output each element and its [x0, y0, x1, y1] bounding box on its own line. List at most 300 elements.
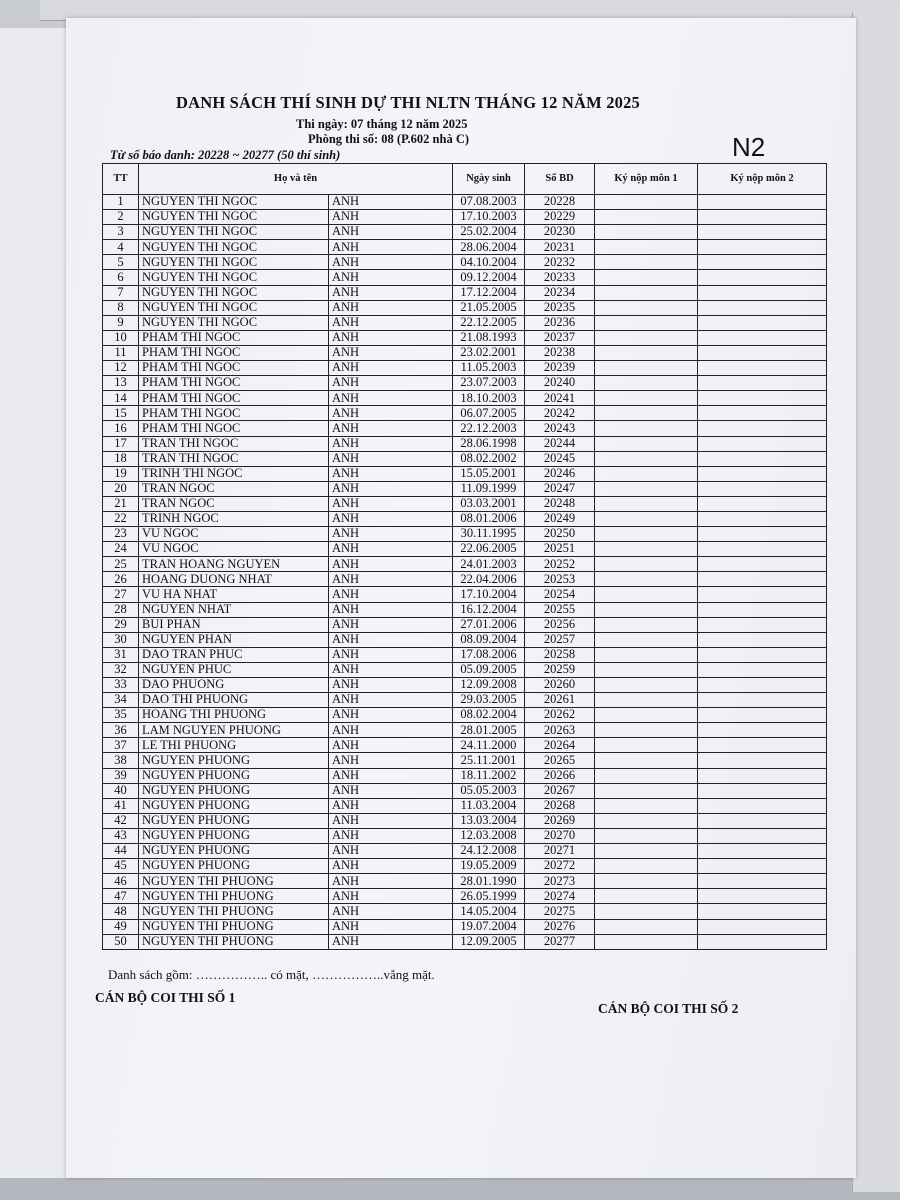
row-sbd: 20276	[525, 919, 595, 934]
row-number: 20	[103, 481, 139, 496]
row-number: 30	[103, 632, 139, 647]
row-sbd: 20275	[525, 904, 595, 919]
row-sign-2	[698, 678, 827, 693]
table-row	[103, 376, 827, 391]
row-first-name: NGUYEN PHUONG	[139, 783, 329, 798]
row-sign-2	[698, 361, 827, 376]
row-number: 46	[103, 874, 139, 889]
table-row	[103, 723, 827, 738]
row-sign-2	[698, 813, 827, 828]
row-dob: 12.09.2005	[453, 934, 525, 949]
table-row	[103, 195, 827, 210]
row-sign-2	[698, 240, 827, 255]
table-row	[103, 783, 827, 798]
row-dob: 22.12.2003	[453, 421, 525, 436]
row-first-name: DAO PHUONG	[139, 678, 329, 693]
row-number: 36	[103, 723, 139, 738]
row-sign-1	[595, 496, 698, 511]
row-dob: 22.04.2006	[453, 572, 525, 587]
row-sbd: 20233	[525, 270, 595, 285]
row-first-name: LAM NGUYEN PHUONG	[139, 723, 329, 738]
row-last-name: ANH	[329, 527, 453, 542]
row-number: 33	[103, 678, 139, 693]
row-number: 16	[103, 421, 139, 436]
row-sign-1	[595, 210, 698, 225]
row-sign-1	[595, 391, 698, 406]
row-first-name: PHAM THI NGOC	[139, 406, 329, 421]
row-last-name: ANH	[329, 662, 453, 677]
table-row	[103, 330, 827, 345]
row-first-name: NGUYEN THI NGOC	[139, 210, 329, 225]
row-dob: 26.05.1999	[453, 889, 525, 904]
row-sign-1	[595, 225, 698, 240]
row-sign-1	[595, 753, 698, 768]
row-first-name: NGUYEN PHUONG	[139, 859, 329, 874]
row-sbd: 20266	[525, 768, 595, 783]
table-row	[103, 391, 827, 406]
table-row	[103, 632, 827, 647]
row-dob: 30.11.1995	[453, 527, 525, 542]
row-sign-2	[698, 481, 827, 496]
row-sign-2	[698, 723, 827, 738]
table-row	[103, 874, 827, 889]
row-number: 25	[103, 557, 139, 572]
row-sign-2	[698, 300, 827, 315]
row-sign-2	[698, 647, 827, 662]
table-row	[103, 436, 827, 451]
row-sbd: 20228	[525, 195, 595, 210]
table-row	[103, 361, 827, 376]
row-dob: 03.03.2001	[453, 496, 525, 511]
row-sbd: 20258	[525, 647, 595, 662]
row-dob: 17.10.2004	[453, 587, 525, 602]
table-row	[103, 466, 827, 481]
row-first-name: NGUYEN THI NGOC	[139, 285, 329, 300]
row-first-name: NGUYEN THI PHUONG	[139, 874, 329, 889]
row-sign-2	[698, 919, 827, 934]
row-last-name: ANH	[329, 859, 453, 874]
row-dob: 16.12.2004	[453, 602, 525, 617]
row-last-name: ANH	[329, 376, 453, 391]
row-first-name: NGUYEN THI PHUONG	[139, 889, 329, 904]
candidate-table	[102, 163, 827, 950]
row-number: 29	[103, 617, 139, 632]
row-last-name: ANH	[329, 693, 453, 708]
table-row	[103, 768, 827, 783]
row-last-name: ANH	[329, 798, 453, 813]
row-last-name: ANH	[329, 768, 453, 783]
row-sign-2	[698, 436, 827, 451]
row-sign-1	[595, 919, 698, 934]
row-sign-2	[698, 557, 827, 572]
row-sbd: 20248	[525, 496, 595, 511]
row-sbd: 20235	[525, 300, 595, 315]
row-dob: 22.06.2005	[453, 542, 525, 557]
table-row	[103, 421, 827, 436]
row-sbd: 20244	[525, 436, 595, 451]
row-first-name: DAO THI PHUONG	[139, 693, 329, 708]
row-number: 4	[103, 240, 139, 255]
row-last-name: ANH	[329, 421, 453, 436]
table-row	[103, 345, 827, 360]
table-row	[103, 240, 827, 255]
header-sign2: Ký nộp môn 2	[698, 164, 827, 195]
row-number: 10	[103, 330, 139, 345]
table-row	[103, 693, 827, 708]
row-dob: 17.10.2003	[453, 210, 525, 225]
row-sign-1	[595, 678, 698, 693]
table-row	[103, 572, 827, 587]
table-row	[103, 647, 827, 662]
table-body	[103, 195, 827, 950]
row-last-name: ANH	[329, 542, 453, 557]
row-sign-2	[698, 889, 827, 904]
row-sbd: 20236	[525, 315, 595, 330]
row-number: 18	[103, 451, 139, 466]
row-sign-2	[698, 572, 827, 587]
adjacent-sheet-right	[852, 12, 900, 1192]
row-sign-1	[595, 240, 698, 255]
row-last-name: ANH	[329, 617, 453, 632]
row-sbd: 20232	[525, 255, 595, 270]
row-first-name: NGUYEN PHUONG	[139, 768, 329, 783]
table-row	[103, 225, 827, 240]
row-sign-2	[698, 376, 827, 391]
table-row	[103, 496, 827, 511]
candidate-range: Từ số báo danh: 20228 ~ 20277 (50 thí sinh)	[110, 148, 341, 162]
row-sbd: 20252	[525, 557, 595, 572]
row-number: 8	[103, 300, 139, 315]
row-sign-2	[698, 527, 827, 542]
row-last-name: ANH	[329, 240, 453, 255]
row-dob: 06.07.2005	[453, 406, 525, 421]
sheet-code: N2	[732, 132, 766, 162]
row-sign-2	[698, 662, 827, 677]
table-row	[103, 662, 827, 677]
row-dob: 28.06.2004	[453, 240, 525, 255]
table-row	[103, 255, 827, 270]
row-sbd: 20267	[525, 783, 595, 798]
row-sign-1	[595, 859, 698, 874]
row-number: 12	[103, 361, 139, 376]
table-row	[103, 813, 827, 828]
row-dob: 13.03.2004	[453, 813, 525, 828]
row-first-name: PHAM THI NGOC	[139, 376, 329, 391]
row-dob: 27.01.2006	[453, 617, 525, 632]
table-row	[103, 451, 827, 466]
row-last-name: ANH	[329, 632, 453, 647]
row-number: 38	[103, 753, 139, 768]
row-last-name: ANH	[329, 934, 453, 949]
row-sign-1	[595, 768, 698, 783]
row-sign-1	[595, 345, 698, 360]
row-last-name: ANH	[329, 889, 453, 904]
row-sign-2	[698, 904, 827, 919]
row-sign-2	[698, 828, 827, 843]
table-row	[103, 557, 827, 572]
header-dob: Ngày sinh	[453, 164, 525, 195]
proctor-2-label: CÁN BỘ COI THI SỐ 2	[598, 1001, 739, 1016]
row-first-name: NGUYEN PHUONG	[139, 828, 329, 843]
row-sign-1	[595, 587, 698, 602]
table-header-row	[103, 164, 827, 195]
row-dob: 05.09.2005	[453, 662, 525, 677]
row-last-name: ANH	[329, 813, 453, 828]
row-sbd: 20234	[525, 285, 595, 300]
row-sbd: 20268	[525, 798, 595, 813]
header-tt: TT	[103, 164, 139, 195]
row-sign-2	[698, 768, 827, 783]
row-first-name: PHAM THI NGOC	[139, 421, 329, 436]
row-sbd: 20265	[525, 753, 595, 768]
document-title: DANH SÁCH THÍ SINH DỰ THI NLTN THÁNG 12 NĂM 2025	[175, 93, 641, 112]
row-sign-1	[595, 844, 698, 859]
row-last-name: ANH	[329, 904, 453, 919]
row-last-name: ANH	[329, 647, 453, 662]
row-number: 14	[103, 391, 139, 406]
row-sign-1	[595, 889, 698, 904]
table-row	[103, 934, 827, 949]
row-sign-2	[698, 466, 827, 481]
row-sign-1	[595, 511, 698, 526]
row-last-name: ANH	[329, 225, 453, 240]
table-row	[103, 542, 827, 557]
row-number: 6	[103, 270, 139, 285]
table-row	[103, 587, 827, 602]
row-number: 32	[103, 662, 139, 677]
row-number: 44	[103, 844, 139, 859]
row-sign-2	[698, 844, 827, 859]
row-first-name: NGUYEN PHUONG	[139, 813, 329, 828]
row-number: 13	[103, 376, 139, 391]
exam-date: Thi ngày: 07 tháng 12 năm 2025	[296, 117, 468, 131]
row-dob: 23.02.2001	[453, 345, 525, 360]
row-first-name: NGUYEN PHUONG	[139, 798, 329, 813]
table-row	[103, 889, 827, 904]
row-sign-2	[698, 934, 827, 949]
row-sign-2	[698, 315, 827, 330]
row-sbd: 20264	[525, 738, 595, 753]
header-sign1: Ký nộp môn 1	[595, 164, 698, 195]
row-number: 40	[103, 783, 139, 798]
row-last-name: ANH	[329, 587, 453, 602]
row-sign-1	[595, 542, 698, 557]
row-sbd: 20240	[525, 376, 595, 391]
row-sign-1	[595, 934, 698, 949]
row-number: 45	[103, 859, 139, 874]
row-sbd: 20242	[525, 406, 595, 421]
row-sbd: 20269	[525, 813, 595, 828]
row-first-name: VU NGOC	[139, 542, 329, 557]
row-dob: 21.05.2005	[453, 300, 525, 315]
row-dob: 24.11.2000	[453, 738, 525, 753]
row-sign-1	[595, 602, 698, 617]
table-row	[103, 738, 827, 753]
row-number: 11	[103, 345, 139, 360]
row-number: 27	[103, 587, 139, 602]
row-sign-2	[698, 783, 827, 798]
row-dob: 09.12.2004	[453, 270, 525, 285]
row-sbd: 20260	[525, 678, 595, 693]
row-dob: 07.08.2003	[453, 195, 525, 210]
row-last-name: ANH	[329, 466, 453, 481]
table-row	[103, 315, 827, 330]
row-sign-1	[595, 300, 698, 315]
row-number: 15	[103, 406, 139, 421]
row-sign-2	[698, 542, 827, 557]
proctor-1-label: CÁN BỘ COI THI SỐ 1	[95, 990, 236, 1005]
row-sbd: 20261	[525, 693, 595, 708]
row-sbd: 20241	[525, 391, 595, 406]
row-sign-2	[698, 859, 827, 874]
row-sign-1	[595, 421, 698, 436]
row-last-name: ANH	[329, 602, 453, 617]
row-first-name: PHAM THI NGOC	[139, 361, 329, 376]
table-row	[103, 270, 827, 285]
row-sign-2	[698, 406, 827, 421]
row-dob: 23.07.2003	[453, 376, 525, 391]
row-last-name: ANH	[329, 678, 453, 693]
row-sign-1	[595, 270, 698, 285]
row-last-name: ANH	[329, 361, 453, 376]
row-last-name: ANH	[329, 285, 453, 300]
row-number: 21	[103, 496, 139, 511]
row-sign-2	[698, 345, 827, 360]
row-sbd: 20237	[525, 330, 595, 345]
row-number: 5	[103, 255, 139, 270]
row-last-name: ANH	[329, 451, 453, 466]
row-number: 39	[103, 768, 139, 783]
attendance-summary: Danh sách gồm: …………….. có mặt, ……………..vắng mặt.	[108, 967, 435, 982]
row-last-name: ANH	[329, 572, 453, 587]
row-last-name: ANH	[329, 270, 453, 285]
row-number: 22	[103, 511, 139, 526]
row-last-name: ANH	[329, 406, 453, 421]
row-sign-1	[595, 738, 698, 753]
table-row	[103, 300, 827, 315]
row-sbd: 20270	[525, 828, 595, 843]
row-first-name: PHAM THI NGOC	[139, 391, 329, 406]
row-dob: 18.10.2003	[453, 391, 525, 406]
row-first-name: NGUYEN PHUONG	[139, 753, 329, 768]
row-last-name: ANH	[329, 783, 453, 798]
row-dob: 28.06.1998	[453, 436, 525, 451]
row-sbd: 20247	[525, 481, 595, 496]
table-row	[103, 859, 827, 874]
row-dob: 11.05.2003	[453, 361, 525, 376]
row-sign-1	[595, 828, 698, 843]
row-last-name: ANH	[329, 844, 453, 859]
row-first-name: TRAN THI NGOC	[139, 451, 329, 466]
row-sign-1	[595, 255, 698, 270]
row-sign-2	[698, 874, 827, 889]
row-sign-2	[698, 587, 827, 602]
row-sbd: 20263	[525, 723, 595, 738]
row-sign-1	[595, 285, 698, 300]
row-sbd: 20271	[525, 844, 595, 859]
row-sbd: 20238	[525, 345, 595, 360]
row-sbd: 20256	[525, 617, 595, 632]
row-last-name: ANH	[329, 828, 453, 843]
row-number: 48	[103, 904, 139, 919]
table-row	[103, 617, 827, 632]
exam-room: Phòng thi số: 08 (P.602 nhà C)	[308, 132, 470, 146]
row-sign-2	[698, 511, 827, 526]
row-sbd: 20229	[525, 210, 595, 225]
row-sign-1	[595, 330, 698, 345]
row-first-name: TRAN HOANG NGUYEN	[139, 557, 329, 572]
row-number: 42	[103, 813, 139, 828]
row-sign-1	[595, 662, 698, 677]
row-sign-1	[595, 406, 698, 421]
row-sbd: 20257	[525, 632, 595, 647]
table-row	[103, 708, 827, 723]
row-sign-1	[595, 708, 698, 723]
row-number: 34	[103, 693, 139, 708]
row-number: 35	[103, 708, 139, 723]
row-first-name: NGUYEN THI NGOC	[139, 225, 329, 240]
row-first-name: NGUYEN PHAN	[139, 632, 329, 647]
row-dob: 17.08.2006	[453, 647, 525, 662]
row-first-name: LE THI PHUONG	[139, 738, 329, 753]
row-dob: 19.07.2004	[453, 919, 525, 934]
row-sign-1	[595, 315, 698, 330]
row-first-name: NGUYEN THI NGOC	[139, 255, 329, 270]
row-dob: 24.01.2003	[453, 557, 525, 572]
row-dob: 05.05.2003	[453, 783, 525, 798]
row-first-name: DAO TRAN PHUC	[139, 647, 329, 662]
row-first-name: PHAM THI NGOC	[139, 330, 329, 345]
row-dob: 25.11.2001	[453, 753, 525, 768]
row-last-name: ANH	[329, 300, 453, 315]
row-number: 3	[103, 225, 139, 240]
header-name: Họ và tên	[139, 164, 453, 195]
table-row	[103, 481, 827, 496]
row-last-name: ANH	[329, 511, 453, 526]
row-sign-1	[595, 798, 698, 813]
row-sign-2	[698, 195, 827, 210]
row-dob: 12.03.2008	[453, 828, 525, 843]
row-sbd: 20243	[525, 421, 595, 436]
row-sign-1	[595, 451, 698, 466]
table-row	[103, 844, 827, 859]
table-row	[103, 798, 827, 813]
row-last-name: ANH	[329, 708, 453, 723]
table-row	[103, 904, 827, 919]
row-last-name: ANH	[329, 210, 453, 225]
row-number: 41	[103, 798, 139, 813]
row-sign-2	[698, 210, 827, 225]
row-sign-2	[698, 617, 827, 632]
row-first-name: NGUYEN THI NGOC	[139, 300, 329, 315]
table-row	[103, 919, 827, 934]
row-sign-1	[595, 904, 698, 919]
row-number: 24	[103, 542, 139, 557]
row-last-name: ANH	[329, 481, 453, 496]
row-sbd: 20277	[525, 934, 595, 949]
row-sbd: 20254	[525, 587, 595, 602]
row-sign-2	[698, 391, 827, 406]
row-dob: 08.01.2006	[453, 511, 525, 526]
table-row	[103, 753, 827, 768]
row-sbd: 20246	[525, 466, 595, 481]
row-sign-1	[595, 557, 698, 572]
row-first-name: VU NGOC	[139, 527, 329, 542]
row-sign-2	[698, 753, 827, 768]
row-sign-2	[698, 421, 827, 436]
row-sbd: 20274	[525, 889, 595, 904]
row-number: 50	[103, 934, 139, 949]
